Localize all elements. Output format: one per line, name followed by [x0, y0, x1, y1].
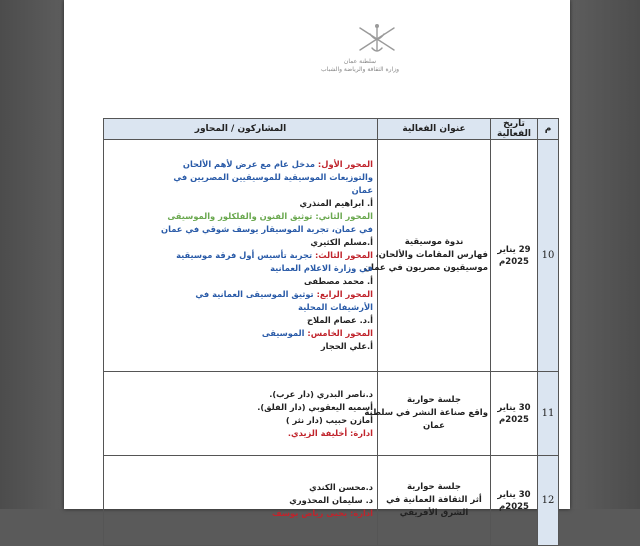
viewer-left-gutter	[0, 0, 64, 509]
participant-line	[108, 223, 373, 236]
event-title-line: واقع صناعة النشر في سلطنة	[364, 408, 488, 418]
participant-line	[108, 275, 373, 288]
event-title-line: أثر الثقافة العمانية في	[386, 495, 482, 505]
event-date: 30 يناير 2025م	[491, 456, 538, 546]
header-num: م	[538, 119, 559, 140]
participant-text: والتوزيعات الموسيقية للموسيقيين المصريين في	[173, 172, 373, 182]
participant-line	[108, 158, 373, 171]
participant-line	[108, 236, 373, 249]
events-table	[103, 118, 559, 546]
participant-text: المحور الأول:	[317, 159, 373, 169]
participant-line	[108, 481, 373, 494]
participant-text: أ. محمد مصطفى	[303, 276, 373, 286]
participant-line	[108, 314, 373, 327]
participant-text: أ. ابراهيم المنذري	[299, 198, 373, 208]
participant-text: عمان	[351, 185, 373, 195]
event-title-line: ندوة موسيقية	[404, 237, 464, 247]
participant-text: في عمان، تجربة الموسيقار يوسف شوقي في عمان	[161, 224, 373, 234]
event-title-line: جلسة حوارية	[407, 395, 461, 405]
participant-text: ادارة: أخليفة الزيدي.	[287, 427, 373, 438]
header-date: تاريخ الفعالية	[491, 119, 538, 140]
event-participants	[104, 372, 378, 456]
participant-line	[108, 288, 373, 301]
participant-text: مدخل عام مع عرض لأهم الألحان	[182, 159, 318, 169]
event-title-line: الشرق الأفريقي	[399, 508, 469, 518]
participant-text: توثيق الموسيقى العمانية في	[195, 289, 317, 299]
event-title-line: عمان	[423, 421, 445, 431]
participant-text: أسميه اليعقوبي (دار الفلق).	[257, 401, 373, 412]
participant-text: توثيق الفنون والفلكلور والموسيقى	[167, 211, 316, 221]
participant-text: د.ناصر البدري (دار عرب).	[269, 388, 373, 399]
participant-line	[108, 171, 373, 184]
table-row	[104, 456, 559, 546]
participant-text: في وزارة الاعلام العمانية	[270, 263, 373, 273]
participant-line	[108, 262, 373, 275]
row-number: 10	[538, 140, 559, 372]
participant-text: المحور الثالث:	[314, 250, 373, 260]
participant-text: أمازن حبيب (دار نثر )	[285, 414, 373, 425]
document-page	[64, 0, 570, 518]
participant-line	[108, 388, 373, 401]
participant-line	[108, 197, 373, 210]
participant-text: د. سليمان المحذوري	[289, 495, 373, 505]
event-title-line: فهارس المقامات والألحان،	[375, 250, 488, 260]
participant-line	[108, 184, 373, 197]
participant-line	[108, 301, 373, 314]
participant-text: المحور الثاني:	[315, 211, 373, 221]
event-date: 30 يناير 2025م	[491, 372, 538, 456]
event-title	[364, 372, 491, 456]
viewer-right-gutter	[570, 0, 640, 509]
participant-text: المحور الخامس:	[307, 328, 373, 338]
row-number: 11	[538, 372, 559, 456]
participant-line	[108, 327, 373, 340]
participant-line	[108, 340, 373, 353]
participant-text: أ.د. عصام الملاح	[306, 315, 373, 325]
participant-text: الأرشيفات المحلية	[298, 302, 373, 312]
header-title: عنوان الفعالية	[378, 119, 491, 140]
participant-line	[108, 210, 373, 223]
table-row	[104, 140, 559, 372]
table-row	[104, 372, 559, 456]
participant-text: الموسيقى	[261, 328, 308, 338]
participant-text: تجربة تأسيس أول فرقة موسيقية	[176, 250, 315, 260]
ministry-name	[286, 58, 434, 74]
header-participants: المشاركون / المحاور	[104, 119, 378, 140]
participant-text: المحور الرابع:	[316, 289, 373, 299]
event-title-line: موسيقيون مصريون في عمان	[363, 263, 488, 273]
participant-line	[108, 414, 373, 427]
participant-line	[108, 494, 373, 507]
participant-text: أ.مسلم الكثيري	[310, 237, 373, 247]
event-title-line: جلسة حوارية	[407, 482, 461, 492]
participant-line	[108, 401, 373, 414]
event-participants	[104, 140, 378, 372]
row-number: 12	[538, 456, 559, 546]
participant-line	[108, 427, 373, 440]
table-header-row	[104, 119, 559, 140]
event-date: 29 يناير 2025م	[491, 140, 538, 372]
participant-line	[108, 249, 373, 262]
org-line-2: وزارة الثقافة والرياضة والشباب	[320, 66, 400, 73]
participant-text: د.محسن الكندي	[309, 482, 373, 492]
event-title	[378, 456, 491, 546]
org-line-1: سلطنة عمان	[343, 58, 377, 65]
event-title	[363, 140, 491, 372]
participant-line	[108, 507, 373, 520]
event-participants	[104, 456, 378, 546]
participant-text: ادارة: يحيى رياض يوسف	[271, 508, 373, 518]
oman-emblem-icon	[354, 20, 400, 58]
participant-text: أ.علي الحجار	[320, 341, 373, 351]
